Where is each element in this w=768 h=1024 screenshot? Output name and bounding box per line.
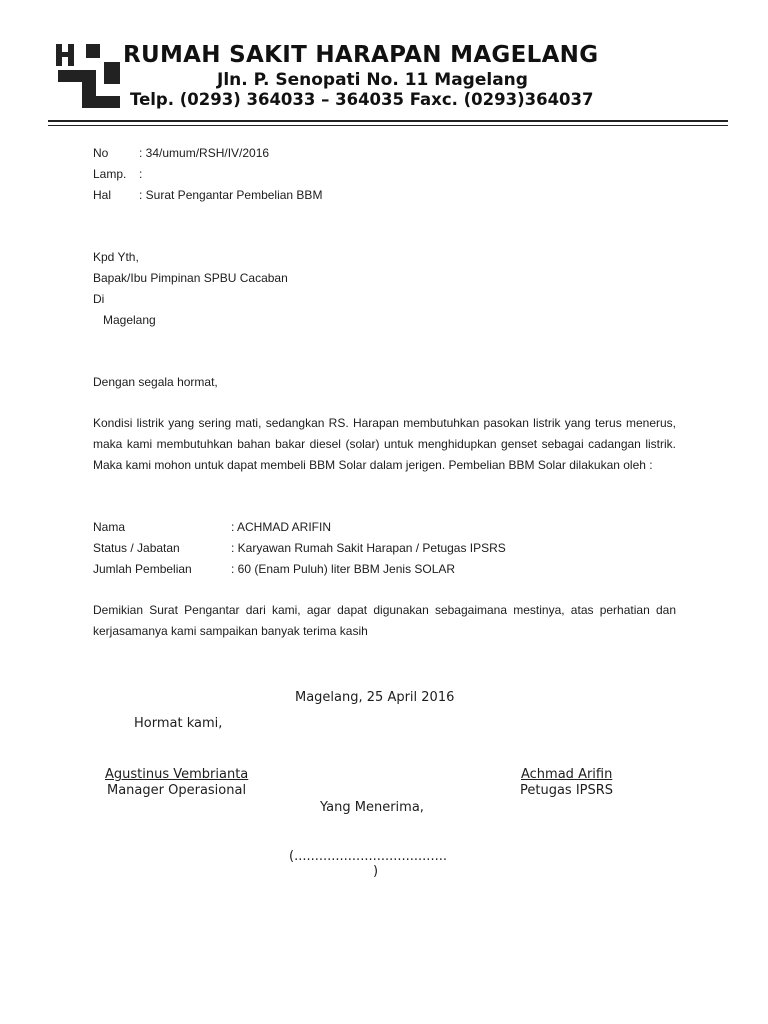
recipient-line-1: Kpd Yth, bbox=[93, 250, 139, 264]
place-date: Magelang, 25 April 2016 bbox=[295, 690, 455, 705]
recipient-line-4: Magelang bbox=[103, 313, 156, 327]
recipient-line-2: Bapak/Ibu Pimpinan SPBU Cacaban bbox=[93, 271, 288, 285]
detail-value-amount: : 60 (Enam Puluh) liter BBM Jenis SOLAR bbox=[231, 562, 456, 576]
header-divider-thick bbox=[48, 120, 728, 122]
hospital-name: RUMAH SAKIT HARAPAN MAGELANG bbox=[123, 42, 599, 68]
detail-label-amount: Jumlah Pembelian bbox=[93, 562, 192, 576]
lamp-label: Lamp. bbox=[93, 167, 127, 181]
hal-value: : Surat Pengantar Pembelian BBM bbox=[139, 188, 323, 202]
left-signer-title: Manager Operasional bbox=[107, 783, 247, 798]
receiver-signature-open: (..................................... bbox=[289, 849, 447, 864]
greeting: Dengan segala hormat, bbox=[93, 375, 218, 389]
hal-label: Hal bbox=[93, 188, 112, 202]
left-signer-name: Agustinus Vembrianta bbox=[105, 767, 249, 782]
detail-label-status: Status / Jabatan bbox=[93, 541, 180, 555]
right-signer-title: Petugas IPSRS bbox=[520, 783, 614, 798]
recipient-line-3: Di bbox=[93, 292, 105, 306]
header-divider-thin bbox=[48, 125, 728, 126]
detail-label-name: Nama bbox=[93, 520, 126, 534]
body-paragraph-2: Demikian Surat Pengantar dari kami, agar dapat digunakan sebagaimana mestinya, atas perhatian dan kerjasamanya kami sampaikan banyak terima kasih bbox=[93, 603, 676, 638]
detail-value-name: : ACHMAD ARIFIN bbox=[231, 520, 332, 534]
no-value: : 34/umum/RSH/IV/2016 bbox=[139, 146, 270, 160]
body-paragraph-1: Kondisi listrik yang sering mati, sedangkan RS. Harapan membutuhkan pasokan listrik yang terus menerus, maka kami membutuhkan bahan bakar diesel (solar) untuk menghidupkan genset sebagai cadangan listrik. Maka kami mohon untuk dapat membeli BBM Solar dalam jerigen. Pembelian BBM Solar dilakukan oleh : bbox=[93, 416, 676, 472]
no-label: No bbox=[93, 146, 109, 160]
hospital-phone: Telp. (0293) 364033 – 364035 Faxc. (0293)364037 bbox=[130, 90, 594, 109]
hospital-address: Jln. P. Senopati No. 11 Magelang bbox=[217, 70, 528, 90]
hospital-logo-icon bbox=[52, 40, 128, 114]
receiver-signature-close: ) bbox=[373, 864, 379, 879]
lamp-value: : bbox=[139, 167, 143, 181]
detail-value-status: : Karyawan Rumah Sakit Harapan / Petugas IPSRS bbox=[231, 541, 506, 555]
right-signer-name: Achmad Arifin bbox=[521, 767, 613, 782]
receiver-label: Yang Menerima, bbox=[320, 800, 424, 815]
closing-greeting: Hormat kami, bbox=[134, 716, 223, 731]
